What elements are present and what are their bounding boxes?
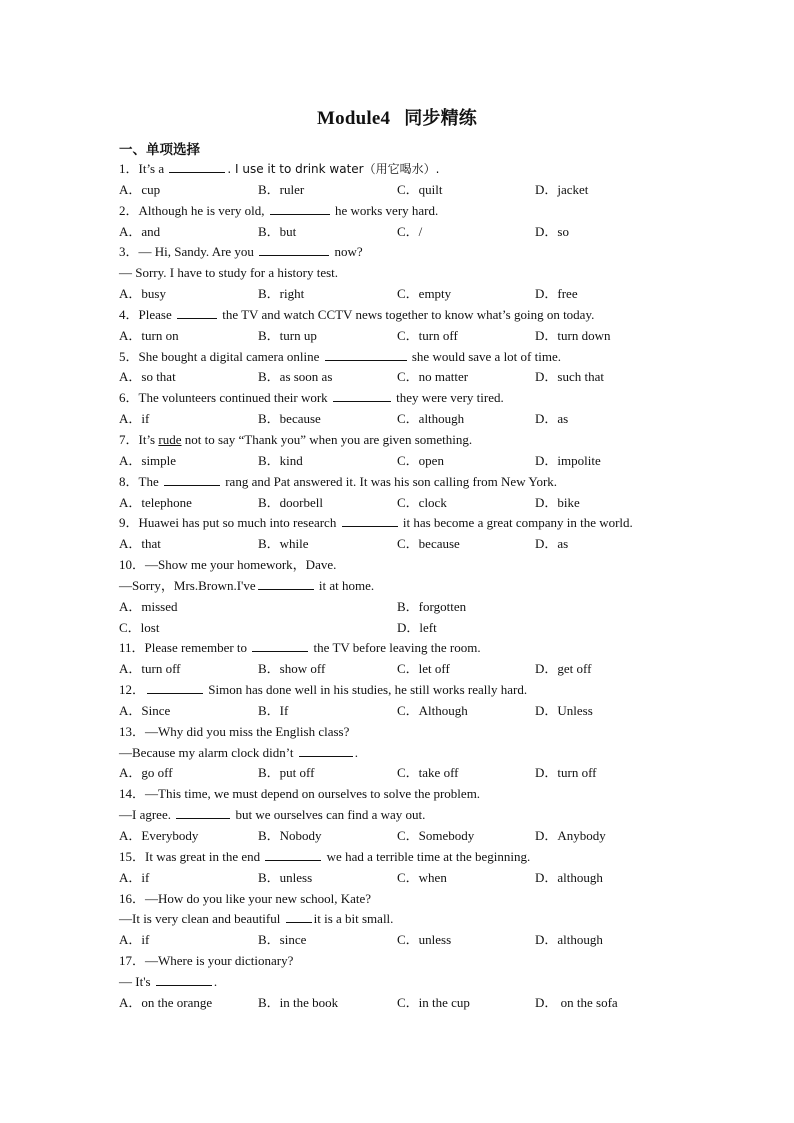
option-d[interactable]: D．get off [535, 661, 592, 677]
options-17 [119, 993, 679, 1014]
option-c[interactable]: C．when [397, 869, 447, 885]
option-c[interactable]: C．turn off [397, 327, 458, 343]
option-c[interactable]: C．lost [119, 619, 160, 635]
question-14-response: —I agree. but we ourselves can find a way out. [119, 807, 426, 823]
question-11: 11．Please remember to the TV before leaving the room. [119, 640, 481, 656]
answer-blank[interactable] [156, 972, 212, 986]
section-heading: 一、单项选择 [119, 142, 200, 158]
option-a[interactable]: A．busy [119, 286, 166, 302]
option-b[interactable]: B．right [258, 286, 305, 302]
question-list [119, 159, 679, 1014]
option-c[interactable]: C．quilt [397, 181, 443, 197]
question-10: 10．—Show me your homework，Dave. [119, 557, 337, 573]
option-d[interactable]: D．jacket [535, 181, 589, 197]
options-12 [119, 701, 679, 722]
options-2 [119, 222, 679, 243]
option-b[interactable]: B．while [258, 536, 309, 552]
option-a[interactable]: A．simple [119, 452, 177, 468]
option-c[interactable]: C．Although [397, 702, 468, 718]
option-c[interactable]: C．empty [397, 286, 452, 302]
options-4 [119, 326, 679, 347]
option-b[interactable]: B．turn up [258, 327, 317, 343]
option-a[interactable]: A．Since [119, 702, 171, 718]
question-16-response: —It is very clean and beautiful it is a bit small. [119, 911, 394, 927]
option-b[interactable]: B．ruler [258, 181, 305, 197]
question-16: 16．—How do you like your new school, Kate? [119, 890, 372, 906]
options-11 [119, 659, 679, 680]
option-a[interactable]: A．turn off [119, 661, 181, 677]
option-b[interactable]: B．forgotten [397, 598, 467, 614]
options-3 [119, 284, 679, 305]
option-d[interactable]: D．bike [535, 494, 580, 510]
option-d[interactable]: D．turn down [535, 327, 611, 343]
answer-blank[interactable] [265, 847, 321, 861]
option-c[interactable]: C．take off [397, 765, 459, 781]
option-a[interactable]: A．and [119, 223, 161, 239]
option-b[interactable]: B．because [258, 411, 321, 427]
answer-blank[interactable] [270, 201, 330, 215]
underlined-word: rude [158, 431, 182, 447]
option-b[interactable]: B．doorbell [258, 494, 323, 510]
options-14 [119, 826, 679, 847]
option-d[interactable]: D．as [535, 536, 569, 552]
question-15: 15．It was great in the end we had a terrible time at the beginning. [119, 848, 531, 864]
option-a[interactable]: A．missed [119, 598, 178, 614]
option-a[interactable]: A．if [119, 411, 150, 427]
answer-blank[interactable] [147, 680, 203, 694]
option-d[interactable]: D．left [397, 619, 437, 635]
question-6: 6．The volunteers continued their work they were very tired. [119, 390, 504, 406]
question-17-response: — It's . [119, 973, 218, 989]
question-4: 4．Please the TV and watch CCTV news together to know what’s going on today. [119, 306, 595, 322]
options-15 [119, 868, 679, 889]
question-13-response: —Because my alarm clock didn’t . [119, 744, 358, 760]
question-5: 5．She bought a digital camera online she would save a lot of time. [119, 348, 561, 364]
question-8: 8．The rang and Pat answered it. It was his son calling from New York. [119, 473, 558, 489]
option-a[interactable]: A．telephone [119, 494, 192, 510]
option-a[interactable]: A．go off [119, 765, 173, 781]
option-d[interactable]: D．Anybody [535, 828, 606, 843]
option-d[interactable]: D．as [535, 411, 569, 427]
answer-blank[interactable] [176, 805, 230, 819]
option-b[interactable]: B．put off [258, 765, 315, 781]
answer-blank[interactable] [164, 472, 220, 486]
option-c[interactable]: C．Somebody [397, 828, 475, 843]
question-14: 14．—This time, we must depend on ourselves to solve the problem. [119, 786, 481, 802]
option-a[interactable]: A．so that [119, 369, 176, 385]
answer-blank[interactable] [325, 347, 407, 361]
question-7: 7．It’s rude not to say “Thank you” when you are given something. [119, 431, 473, 447]
options-6 [119, 409, 679, 430]
option-c[interactable]: C．open [397, 452, 444, 468]
option-d[interactable]: D．Unless [535, 702, 593, 718]
options-5 [119, 367, 679, 388]
options-8 [119, 493, 679, 514]
options-7 [119, 451, 679, 472]
option-d[interactable]: D．such that [535, 369, 604, 385]
option-d[interactable]: D．impolite [535, 452, 601, 468]
option-a[interactable]: A．turn on [119, 327, 179, 343]
page-title: Module4 同步精练 [317, 108, 477, 129]
option-d[interactable]: D．although [535, 932, 603, 948]
answer-blank[interactable] [259, 242, 329, 256]
option-b[interactable]: B．kind [258, 452, 303, 468]
option-b[interactable]: B．since [258, 932, 307, 948]
option-d[interactable]: D．so [535, 223, 569, 239]
answer-blank[interactable] [342, 513, 398, 527]
option-c[interactable]: C．no matter [397, 369, 469, 385]
option-c[interactable]: C．in the cup [397, 994, 470, 1010]
answer-blank[interactable] [177, 305, 217, 319]
question-10-response: —Sorry，Mrs.Brown.I've it at home. [119, 577, 375, 593]
option-b[interactable]: B．as soon as [258, 369, 333, 385]
option-a[interactable]: A．if [119, 932, 150, 948]
question-13: 13．—Why did you miss the English class? [119, 723, 350, 739]
question-1: 1．It’s a . I use it to drink water（用它喝水）. [119, 161, 440, 176]
option-c[interactable]: C．clock [397, 494, 447, 510]
question-3-response: — Sorry. I have to study for a history test. [119, 265, 339, 281]
options-13 [119, 763, 679, 784]
option-c[interactable]: C．unless [397, 932, 452, 948]
question-3: 3．— Hi, Sandy. Are you now? [119, 244, 363, 260]
option-b[interactable]: B．unless [258, 869, 313, 885]
answer-blank[interactable] [252, 638, 308, 652]
answer-blank[interactable] [333, 388, 391, 402]
option-d[interactable]: D． on the sofa [535, 994, 618, 1010]
options-1 [119, 180, 679, 201]
question-2: 2．Although he is very old, he works very hard. [119, 202, 439, 218]
option-a[interactable]: A．cup [119, 181, 161, 197]
option-a[interactable]: A．on the orange [119, 994, 213, 1010]
option-a[interactable]: A．that [119, 536, 161, 552]
option-d[interactable]: D．although [535, 869, 603, 885]
question-17: 17．—Where is your dictionary? [119, 953, 294, 969]
option-c[interactable]: C．/ [397, 223, 423, 239]
option-b[interactable]: B．but [258, 223, 297, 239]
option-b[interactable]: B．If [258, 702, 289, 718]
answer-blank[interactable] [258, 576, 314, 590]
option-c[interactable]: C．although [397, 411, 465, 427]
option-b[interactable]: B．show off [258, 661, 326, 677]
option-c[interactable]: C．because [397, 536, 460, 552]
options-16 [119, 930, 679, 951]
options-9 [119, 534, 679, 555]
option-c[interactable]: C．let off [397, 661, 450, 677]
answer-blank[interactable] [169, 159, 225, 173]
option-b[interactable]: B．Nobody [258, 828, 322, 843]
question-9: 9．Huawei has put so much into research it has become a great company in the world. [119, 515, 633, 531]
question-12: 12． Simon has done well in his studies, he still works really hard. [119, 682, 528, 698]
option-b[interactable]: B．in the book [258, 994, 339, 1010]
options-10-row1 [119, 597, 679, 618]
options-10-row2 [119, 618, 679, 639]
option-d[interactable]: D．turn off [535, 765, 597, 781]
answer-blank[interactable] [299, 743, 353, 757]
option-a[interactable]: A．Everybody [119, 828, 199, 843]
option-a[interactable]: A．if [119, 869, 150, 885]
answer-blank[interactable] [286, 909, 312, 923]
option-d[interactable]: D．free [535, 286, 578, 302]
